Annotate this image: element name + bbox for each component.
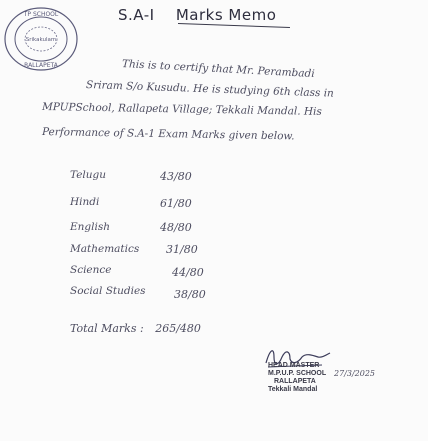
subject-mathematics: Mathematics — [70, 243, 140, 255]
total-label: Total Marks : — [70, 322, 144, 335]
svg-text:· TP SCHOOL ·: · TP SCHOOL · — [19, 11, 63, 18]
total-marks — [70, 322, 201, 335]
exam-code: S.A-I — [118, 6, 155, 24]
score-social-studies: 38/80 — [174, 288, 206, 301]
body-line-2: Sriram S/o Kusudu. He is studying 6th class in — [85, 79, 335, 100]
body-line-4: Performance of S.A-1 Exam Marks given below. — [41, 126, 295, 143]
seal-line-1: HEAD MASTER — [268, 362, 320, 369]
body-line-1: This is to certify that Mr. Perambadi — [121, 58, 315, 81]
memo-header — [118, 6, 292, 24]
headmaster-seal — [268, 362, 326, 394]
signature-date: 27/3/2025 — [334, 369, 376, 378]
score-telugu: 43/80 — [160, 170, 192, 183]
total-score: 265/480 — [155, 322, 201, 335]
score-hindi: 61/80 — [160, 197, 192, 210]
memo-title: Marks Memo — [175, 6, 277, 24]
svg-text:Srikakulam: Srikakulam — [25, 37, 57, 43]
subject-social-studies: Social Studies — [70, 285, 146, 297]
seal-line-4: Tekkali Mandal — [268, 386, 318, 393]
subject-telugu: Telugu — [70, 169, 107, 181]
subject-english: English — [70, 221, 111, 233]
body-line-3: MPUPSchool, Rallapeta Village; Tekkali Mandal. His — [41, 101, 322, 118]
svg-text:RALLAPETA: RALLAPETA — [24, 62, 58, 69]
score-mathematics: 31/80 — [166, 243, 198, 256]
seal-line-2: M.P.U.P. SCHOOL — [268, 370, 327, 377]
seal-line-3: RALLAPETA — [274, 378, 316, 385]
school-stamp-icon — [2, 4, 80, 74]
subject-hindi: Hindi — [70, 196, 100, 208]
score-science: 44/80 — [172, 266, 204, 279]
subject-science: Science — [70, 264, 112, 276]
score-english: 48/80 — [160, 221, 192, 234]
